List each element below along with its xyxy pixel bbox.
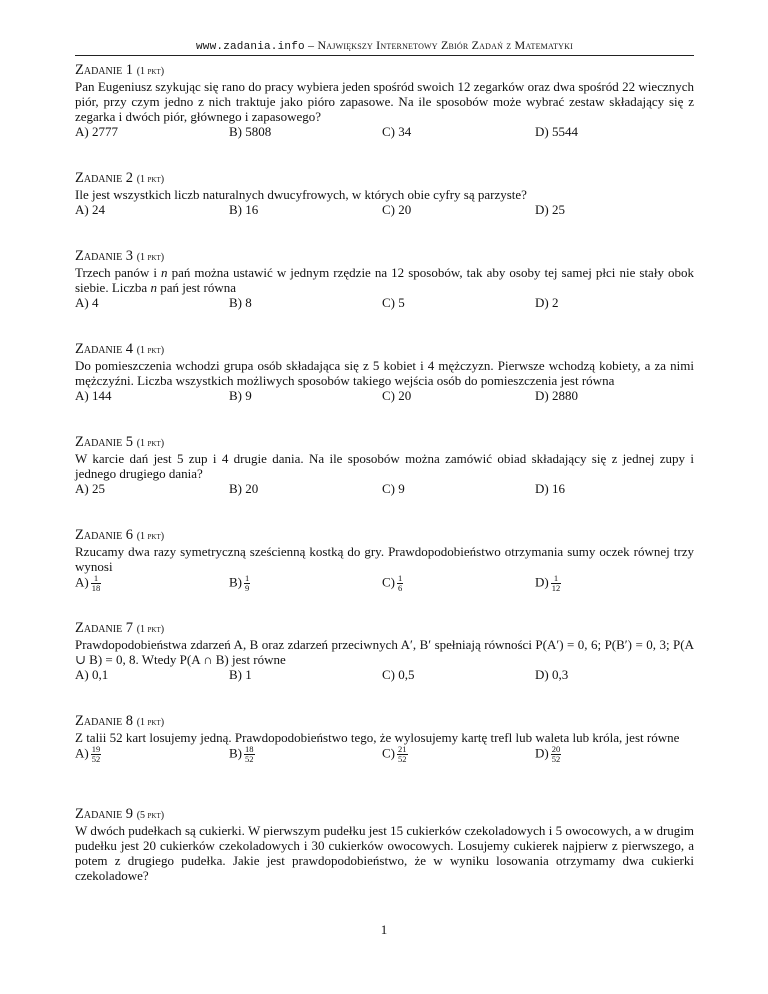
task-points: (1 pkt) [136,345,165,356]
task-8 [75,714,694,807]
task-5 [75,435,694,528]
answer-d: D) 2 [535,295,559,310]
answer-d: D) $\frac{1}{12}$ [535,573,561,593]
answer-c: C) 20 [382,202,412,217]
task-title: Zadanie 3 (1 pkt) [75,248,165,264]
answer-d: D) 5544 [535,124,578,139]
answer-d: D) $\frac{20}{52}$ [535,744,561,764]
task-points: (1 pkt) [136,252,165,263]
task-title: Zadanie 6 (1 pkt) [75,527,165,543]
answer-c: C) 5 [382,295,405,310]
answer-d: D) 0,3 [535,667,569,682]
task-2 [75,171,694,249]
answer-a: A) 2777 [75,124,118,139]
answer-b: B) 5808 [229,124,272,139]
task-points: (1 pkt) [136,66,165,77]
fraction: $\frac{20}{52}$ [551,744,561,764]
task-6 [75,528,694,621]
fraction: $\frac{19}{52}$ [91,744,101,764]
task-text: Pan Eugeniusz szykując się rano do pracy wybiera jeden spośród swoich 12 zegarków oraz dwa spośród 22 wiecznych piór, przy czym jedno z nich traktuje jako pióro zapasowe. Na ile sposobów może wybrać zestaw składający się z zegarka i dwóch piór, głównego i zapasowego? [75,79,694,124]
task-text: Ile jest wszystkich liczb naturalnych dwucyfrowych, w których obie cyfry są parzyste? [75,187,527,202]
task-title: Zadanie 1 (1 pkt) [75,62,165,78]
answer-options [75,667,694,683]
page-number: 1 [380,922,388,937]
answer-b: B) $\frac{1}{9}$ [229,573,250,593]
answer-c: C) 34 [382,124,412,139]
answer-a: A) $\frac{1}{18}$ [75,573,101,593]
answer-options [75,481,694,497]
task-3 [75,249,694,342]
fraction: $\frac{18}{52}$ [245,744,254,764]
answer-d: D) 25 [535,202,565,217]
header-title: Największy Internetowy Zbiór Zadań z Matematyki [317,38,573,52]
task-list [75,63,694,883]
answer-c: C) $\frac{1}{6}$ [382,573,403,593]
task-title: Zadanie 7 (1 pkt) [75,620,165,636]
answer-b: B) 8 [229,295,252,310]
task-text: Rzucamy dwa razy symetryczną sześcienną kostką do gry. Prawdopodobieństwo otrzymania sumy oczek równej trzy wynosi [75,544,694,574]
answer-a: A) 25 [75,481,105,496]
answer-c: C) 0,5 [382,667,415,682]
answer-c: C) 20 [382,388,412,403]
answer-a: A) 0,1 [75,667,109,682]
header-rule [75,55,694,56]
answer-options [75,295,694,311]
task-text: W karcie dań jest 5 zup i 4 drugie dania. Na ile sposobów można zamówić obiad składający się z jednej zupy i jednego drugiego dania? [75,451,694,481]
answer-options [75,202,694,218]
task-points: (1 pkt) [136,438,165,449]
answer-d: D) 2880 [535,388,578,403]
fraction: $\frac{1}{9}$ [245,573,250,593]
task-points: (5 pkt) [136,810,165,821]
answer-a: A) $\frac{19}{52}$ [75,744,101,764]
fraction: $\frac{1}{18}$ [91,573,101,593]
answer-b: B) 20 [229,481,259,496]
task-4 [75,342,694,435]
task-points: (1 pkt) [136,624,165,635]
answer-b: B) 16 [229,202,259,217]
task-text: Z talii 52 kart losujemy jedną. Prawdopodobieństwo tego, że wylosujemy kartę trefl lub waleta lub króla, jest równe [75,730,680,745]
answer-b: B) $\frac{18}{52}$ [229,744,254,764]
fraction: $\frac{1}{6}$ [398,573,403,593]
answer-options [75,124,694,140]
task-text: Prawdopodobieństwa zdarzeń A, B oraz zdarzeń przeciwnych A′, B′ spełniają równości P(A′) = 0, 6; P(B′) = 0, 3; P(A ∪ B) = 0, 8. Wtedy P(A ∩ B) jest równe [75,637,694,667]
answer-b: B) 9 [229,388,252,403]
answer-options [75,388,694,404]
answer-a: A) 24 [75,202,105,217]
answer-c: C) 9 [382,481,405,496]
task-9 [75,807,694,883]
task-title: Zadanie 9 (5 pkt) [75,806,165,822]
task-text: W dwóch pudełkach są cukierki. W pierwszym pudełku jest 15 cukierków czekoladowych i 5 owocowych, a w drugim pudełku jest 20 cukierków czekoladowych i 30 cukierków owocowych. Losujemy cukierek najpierw z pierwszego, a potem z drugiego pudełka. Jakie jest prawdopodobieństwo, że w wyniku losowania otrzymamy dwa cukierki czekoladowe? [75,823,694,883]
header-separator: – [304,38,318,52]
answer-c: C) $\frac{21}{52}$ [382,744,407,764]
task-title: Zadanie 5 (1 pkt) [75,434,165,450]
task-points: (1 pkt) [136,717,165,728]
fraction: $\frac{1}{12}$ [551,573,561,593]
task-1 [75,63,694,171]
answer-options [75,574,694,594]
task-text: Do pomieszczenia wchodzi grupa osób składająca się z 5 kobiet i 4 mężczyzn. Pierwsze wchodzą kobiety, a za nimi mężczyźni. Liczba wszystkich możliwych sposobów takiego wejścia osób do pomieszczenia jest równa [75,358,694,388]
task-title: Zadanie 2 (1 pkt) [75,170,165,186]
answer-b: B) 1 [229,667,252,682]
task-points: (1 pkt) [136,531,165,542]
answer-d: D) 16 [535,481,565,496]
site-url: www.zadania.info [196,41,305,53]
page-header [75,38,694,53]
answer-options [75,745,694,765]
task-text: Trzech panów i n pań można ustawić w jednym rzędzie na 12 sposobów, tak aby osoby tej samej płci nie stały obok siebie. Liczba n pań jest równa [75,265,694,295]
answer-a: A) 4 [75,295,99,310]
fraction: $\frac{21}{52}$ [398,744,407,764]
task-title: Zadanie 8 (1 pkt) [75,713,165,729]
answer-a: A) 144 [75,388,112,403]
task-title: Zadanie 4 (1 pkt) [75,341,165,357]
task-points: (1 pkt) [136,174,165,185]
task-7 [75,621,694,714]
